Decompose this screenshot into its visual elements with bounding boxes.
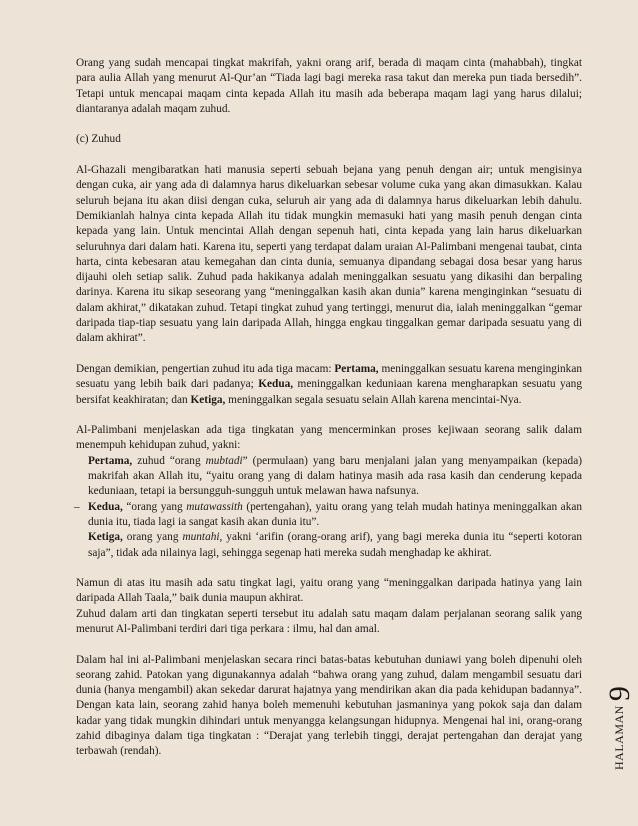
list-item <box>88 454 582 500</box>
list-item-text: ” (permulaan) yang baru menjalani jalan yang menyampaikan (kepada) makrifah akan Allah itu, “yaitu orang yang di dalam hatinya masih ada rasa kasih dan cenderung kepada keduniaan, tetapi ia bersungguh-sungguh untuk melawan hawa nafsunya. <box>88 454 582 498</box>
page-number-marker <box>603 686 637 770</box>
section-heading: (c) Zuhud <box>76 133 121 146</box>
paragraph-6: Dalam hal ini al-Palimbani menjelaskan secara rinci batas-batas kebutuhan duniawi yang boleh dipenuhi oleh seorang zahid. Patokan yang digunakannya adalah “bahwa orang yang zuhud, dalam mengambil sesuatu dari dunia (hanya mengambil) akan sekedar darurat hajatnya yang mendirikan akan dia pada kehidupan badannya”. Dengan kata lain, seorang zahid hanya boleh memenuhi kebutuhan jasmaninya yang pokok saja dan dalam kadar yang tidak mungkin dihindari untuk menyangga kelangsungan hidupnya. Mengenai hal ini, orang-orang zahid dibaginya dalam tiga tingkatan : “Derajat yang terlebih tinggi, derajat pertengahan dan derajat yang terbawah (rendah). <box>76 653 582 758</box>
paragraph-5b: Zuhud dalam arti dan tingkatan seperti tersebut itu adalah satu maqam dalam perjalanan seorang salik yang menurut Al-Palimbani terdiri dari tiga perkara : ilmu, hal dan amal. <box>76 607 582 635</box>
list-item-text: zuhud “orang <box>132 454 206 467</box>
list-item-text: “orang yang <box>122 500 187 513</box>
list-item-text: orang yang <box>122 531 183 544</box>
p3-bold-2: Kedua, <box>258 378 294 391</box>
page-number: 9 <box>603 686 636 702</box>
paragraph-4: Al-Palimbani menjelaskan ada tiga tingkatan yang mencerminkan proses kejiwaan seorang salik dalam menempuh kehidupan zuhud, yakni: <box>76 424 582 452</box>
list-item-text: , yakni ‘arifin (orang-orang arif), yang bagi mereka dunia itu “seperti kotoran saja”, tidak ada nilainya lagi, sehingga segenap hati mereka sudah menghadap ke akhirat. <box>88 531 582 559</box>
list-item-text: (pertengahan), yaitu orang yang telah mudah hatinya meninggalkan akan dunia itu, tiada lagi ia sangat kasih akan dunia itu”. <box>88 500 583 528</box>
p3-bold-1: Pertama, <box>334 362 379 375</box>
list-item <box>74 500 583 531</box>
list-item-bold: Ketiga, <box>88 531 123 544</box>
p3-text-4: meninggalkan segala sesuatu selain Allah karena mencintai-Nya. <box>225 393 522 406</box>
page-body <box>76 56 582 760</box>
list-item-italic: mutawassith <box>186 500 243 513</box>
paragraph-3 <box>76 362 582 408</box>
list-item-bold: Kedua, <box>88 500 123 513</box>
paragraph-2: Al-Ghazali mengibaratkan hati manusia seperti sebuah bejana yang penuh dengan air; untuk mengisinya dengan cuka, air yang ada di dalamnya harus dikeluarkan sebesar volume cuka yang akan dimasukkan. Kalau seluruh bejana itu akan diisi dengan cuka, seluruh air yang ada di dalamnya harus dikeluarkan lebih dahulu. Demikianlah halnya cinta kepada Allah itu tidak mungkin memasuki hati yang masih penuh dengan cinta kepada yang lain. Untuk mencintai Allah dengan sepenuh hati, cinta kepada yang lain harus dikeluarkan seluruhnya dari dalam hati. Karena itu, seperti yang terdapat dalam uraian Al-Palimbani mengenai taubat, cinta harta, cinta kebesaran atau kemegahan dan cinta dunia, semuanya dipandang sebagai dosa besar yang harus dijauhi oleh setiap salik. Zuhud pada hakikanya adalah meninggalkan sesuatu yang dikasihi dan berpaling darinya. Karena itu sikap seseorang yang “meninggalkan kasih akan dunia” karena menginginkan “sesuatu di dalam akhirat,” dikatakan zuhud. Tetapi tingkat zuhud yang tertinggi, menurut dia, ialah meninggalkan “gemar daripada tiap-tiap sesuatu yang lain daripada Allah, hingga engkau tinggalkan gemar daripada sesuatu yang di dalam akhirat”. <box>76 164 582 345</box>
p3-text-3: meninggalkan keduniaan karena mengharapkan sesuatu yang bersifat keakhiratan; dan <box>76 378 582 406</box>
list-item-italic: muntahi <box>182 531 220 544</box>
list-item-italic: mubtadi <box>205 454 243 467</box>
list-item <box>88 530 582 561</box>
list-dash: – <box>74 500 80 513</box>
page-label: HALAMAN <box>612 705 626 770</box>
paragraph-1: Orang yang sudah mencapai tingkat makrifah, yakni orang arif, berada di maqam cinta (mahabbah), tingkat para aulia Allah yang menurut Al-Qur’an “Tiada lagi bagi mereka rasa takut dan mereka pun tiada bersedih”. Tetapi untuk mencapai maqam cinta kepada Allah itu masih ada beberapa maqam lagi yang harus dilalui; diantaranya adalah maqam zuhud. <box>76 57 582 115</box>
p3-bold-3: Ketiga, <box>190 393 226 406</box>
paragraph-5a: Namun di atas itu masih ada satu tingkat lagi, yaitu orang yang “meninggalkan daripada hatinya yang lain daripada Allah Taala,” baik dunia maupun akhirat. <box>76 577 582 605</box>
p3-text-1: Dengan demikian, pengertian zuhud itu ada tiga macam: <box>76 362 335 375</box>
zuhud-levels-list <box>76 454 582 561</box>
p3-text-2: meninggalkan sesuatu karena menginginkan sesuatu yang lebih baik dari padanya; <box>76 362 582 391</box>
list-item-bold: Pertama, <box>88 454 133 467</box>
